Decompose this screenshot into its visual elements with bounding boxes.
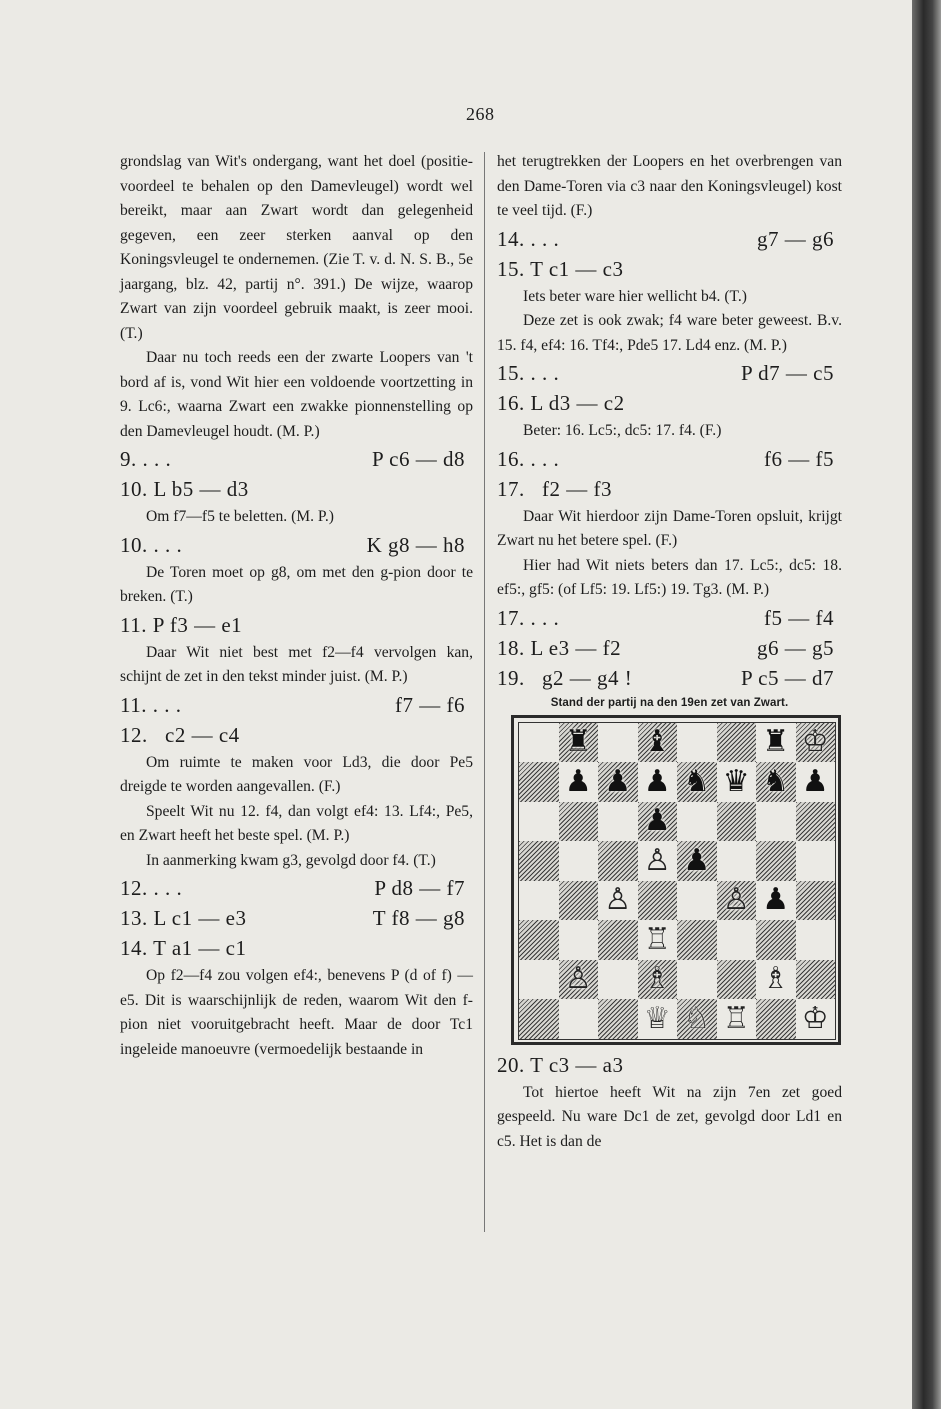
board-square <box>717 723 757 763</box>
white-move: 12. c2 — c4 <box>120 722 240 747</box>
board-square <box>677 723 717 763</box>
white-move: 12. . . . <box>120 876 183 900</box>
board-square <box>717 841 757 881</box>
board-square <box>559 723 599 763</box>
board-square <box>717 920 757 960</box>
move-line <box>120 611 473 640</box>
board-square <box>598 999 638 1039</box>
board-square <box>598 960 638 1000</box>
black-move: T f8 — g8 <box>372 906 465 930</box>
white-move: 16. . . . <box>497 446 560 471</box>
move-line <box>120 721 473 750</box>
paragraph: Op f2—f4 zou volgen ef4:, benevens P (d of f) — e5. Dit is waarschijnlijk de reden, waarom Wit den f-pion niet vooruitgebracht heeft. Maar de door Tc1 ingeleide manoeuvre (vermoedelijk bestaande in <box>120 967 473 1058</box>
paragraph: Iets beter ware hier wellicht b4. (T.) <box>523 287 747 305</box>
black-rook-icon: ♜ <box>762 724 790 760</box>
board-square <box>559 802 599 842</box>
paragraph: Speelt Wit nu 12. f4, dan volgt ef4: 13. Lf4:, Pe5, en Zwart heeft het beste spel. (M. P.) <box>120 802 473 844</box>
paragraph: Daar Wit hierdoor zijn Dame-Toren opsluit, krijgt Zwart nu het betere spel. (F.) <box>497 507 842 549</box>
left-column <box>120 150 473 1062</box>
move-line <box>497 255 842 284</box>
paragraph: Daar Wit niet best met f2—f4 vervolgen kan, schijnt de zet in den tekst minder juist. (M. P.) <box>120 643 473 685</box>
move-line <box>120 691 473 720</box>
black-pawn-icon: ♟ <box>604 763 632 799</box>
paragraph: Om ruimte te maken voor Ld3, die door Pe5 dreigde te worden aangevallen. (F.) <box>120 753 473 795</box>
board-square <box>638 802 678 842</box>
board-square <box>717 762 757 802</box>
board-square <box>519 841 559 881</box>
board-square <box>519 802 559 842</box>
board-square <box>638 920 678 960</box>
move-line <box>120 904 473 933</box>
white-rook-icon: ♖ <box>722 1000 750 1036</box>
black-knight-icon: ♞ <box>683 763 711 799</box>
white-move: 14. T a1 — c1 <box>120 936 247 960</box>
black-move: P c5 — d7 <box>741 665 834 690</box>
board-square <box>796 960 836 1000</box>
white-move: 17. . . . <box>497 605 560 630</box>
move-line <box>120 874 473 903</box>
black-move: P d7 — c5 <box>741 361 834 385</box>
paragraph: Tot hiertoe heeft Wit na zijn 7en zet goed gespeeld. Nu ware Dc1 de zet, gevolgd door Ld1 en c5. Het is dan de <box>497 1083 842 1150</box>
white-bishop-icon: ♗ <box>762 961 790 997</box>
white-move: 14. . . . <box>497 226 560 251</box>
board-square <box>677 762 717 802</box>
board-square <box>519 960 559 1000</box>
move-line <box>497 634 842 663</box>
move-line <box>497 445 842 474</box>
board-square <box>519 881 559 921</box>
board-square <box>519 762 559 802</box>
white-move: 18. L e3 — f2 <box>497 635 622 660</box>
paragraph: In aanmerking kwam g3, gevolgd door f4. (T.) <box>146 851 436 869</box>
board-square <box>638 960 678 1000</box>
board-square <box>796 999 836 1039</box>
board-square <box>638 841 678 881</box>
paragraph: grondslag van Wit's ondergang, want het doel (positie-voordeel te behalen op den Damevleugel) wordt wel bereikt, maar aan Zwart wordt dan gelegenheid gegeven, een zeer sterken aanval op den Koningsvleugel te ondernemen. (Zie T. v. d. N. S. B., 5e jaargang, blz. 42, partij n°. 391.) De wijze, waarop Zwart van zijn voordeel gebruik maakt, is zeer mooi. (T.) <box>120 153 473 342</box>
black-move: f5 — f4 <box>764 605 834 630</box>
paragraph: Daar nu toch reeds een der zwarte Loopers van 't bord af is, vond Wit hier een voldoende voortzetting in 9. Lc6:, waarna Zwart een zwakke pionnenstelling op den Damevleugel houdt. (M. P.) <box>120 349 473 440</box>
board-square <box>598 841 638 881</box>
board-square <box>559 881 599 921</box>
white-move: 19. g2 — g4 ! <box>497 665 633 690</box>
board-square <box>519 920 559 960</box>
black-pawn-icon: ♟ <box>643 803 671 839</box>
board-square <box>677 802 717 842</box>
diagram-caption: Stand der partij na den 19en zet van Zwart. <box>550 696 789 709</box>
board-square <box>559 999 599 1039</box>
right-column <box>497 150 842 1154</box>
paragraph: De Toren moet op g8, om met den g-pion door te breken. (T.) <box>120 563 473 605</box>
board-square <box>796 723 836 763</box>
board-square <box>559 762 599 802</box>
board-square <box>796 841 836 881</box>
black-pawn-icon: ♟ <box>762 882 790 918</box>
white-move: 11. P f3 — e1 <box>120 612 243 637</box>
board-square <box>598 881 638 921</box>
board-square <box>796 881 836 921</box>
white-move: 9. . . . <box>120 447 172 471</box>
board-square <box>677 920 717 960</box>
move-line <box>497 389 842 418</box>
white-move: 11. . . . <box>120 692 182 717</box>
black-move: f7 — f6 <box>395 692 465 717</box>
black-move: g7 — g6 <box>757 226 834 251</box>
board-square <box>598 802 638 842</box>
white-pawn-icon: ♙ <box>722 882 750 918</box>
black-knight-icon: ♞ <box>762 763 790 799</box>
page-number: 268 <box>466 104 495 124</box>
board-square <box>559 960 599 1000</box>
paragraph: het terugtrekken der Loopers en het overbrengen van den Dame-Toren via c3 naar den Koningsvleugel) kost te veel tijd. (F.) <box>497 153 842 219</box>
board-square <box>638 999 678 1039</box>
black-queen-icon: ♛ <box>722 763 750 799</box>
white-pawn-icon: ♙ <box>643 842 671 878</box>
black-move: g6 — g5 <box>757 635 834 660</box>
white-move: 15. T c1 — c3 <box>497 256 624 281</box>
black-pawn-icon: ♟ <box>564 763 592 799</box>
white-move: 10. . . . <box>120 532 183 557</box>
white-bishop-icon: ♗ <box>643 961 671 997</box>
black-bishop-icon: ♝ <box>643 724 671 760</box>
board-square <box>717 999 757 1039</box>
board-square <box>598 762 638 802</box>
white-move: 17. f2 — f3 <box>497 476 612 501</box>
white-king-icon: ♔ <box>801 1000 829 1036</box>
board-square <box>519 999 559 1039</box>
book-spine-edge <box>912 0 941 1409</box>
board-square <box>796 762 836 802</box>
move-line <box>497 604 842 633</box>
black-pawn-icon: ♟ <box>683 842 711 878</box>
board-square <box>756 881 796 921</box>
board-square <box>638 762 678 802</box>
board-square <box>677 881 717 921</box>
chess-diagram <box>511 715 841 1045</box>
board-square <box>677 960 717 1000</box>
paragraph: Om f7—f5 te beletten. (M. P.) <box>146 508 334 525</box>
white-move: 20. T c3 — a3 <box>497 1052 624 1077</box>
move-line <box>497 359 842 388</box>
column-divider <box>484 152 485 1232</box>
board-square <box>756 723 796 763</box>
move-line <box>497 664 842 693</box>
board-square <box>598 920 638 960</box>
board-square <box>756 841 796 881</box>
move-line <box>120 475 473 504</box>
chess-board-grid <box>518 722 836 1040</box>
move-line <box>497 475 842 504</box>
white-knight-icon: ♘ <box>683 1000 711 1036</box>
board-square <box>756 960 796 1000</box>
white-move: 15. . . . <box>497 361 560 385</box>
board-square <box>717 881 757 921</box>
move-line <box>120 531 473 560</box>
board-square <box>638 881 678 921</box>
black-move: P c6 — d8 <box>372 447 465 471</box>
board-square <box>756 802 796 842</box>
black-rook-icon: ♜ <box>564 724 592 760</box>
board-square <box>638 723 678 763</box>
board-square <box>677 999 717 1039</box>
board-square <box>559 841 599 881</box>
board-square <box>717 960 757 1000</box>
white-move: 13. L c1 — e3 <box>120 906 247 930</box>
white-pawn-icon: ♙ <box>564 961 592 997</box>
board-square <box>717 802 757 842</box>
board-square <box>598 723 638 763</box>
black-pawn-icon: ♟ <box>801 763 829 799</box>
move-line <box>497 1051 842 1080</box>
white-move: 10. L b5 — d3 <box>120 477 249 501</box>
black-move: f6 — f5 <box>764 446 834 471</box>
move-line <box>120 934 473 963</box>
board-square <box>677 841 717 881</box>
board-square <box>756 999 796 1039</box>
white-pawn-icon: ♙ <box>604 882 632 918</box>
paragraph: Hier had Wit niets beters dan 17. Lc5:, dc5: 18. ef5:, gf5: (of Lf5: 19. Lf5:) 19. Tg3. (M. P.) <box>497 556 842 598</box>
board-square <box>796 802 836 842</box>
board-square <box>796 920 836 960</box>
white-king-icon: ♔ <box>801 724 829 760</box>
board-square <box>559 920 599 960</box>
paragraph: Beter: 16. Lc5:, dc5: 17. f4. (F.) <box>523 422 722 439</box>
white-queen-icon: ♕ <box>643 1000 671 1036</box>
paragraph: Deze zet is ook zwak; f4 ware beter geweest. B.v. 15. f4, ef4: 16. Tf4:, Pde5 17. Ld4 enz. (M. P.) <box>497 312 842 354</box>
black-move: P d8 — f7 <box>374 876 465 900</box>
white-move: 16. L d3 — c2 <box>497 391 625 415</box>
board-square <box>519 723 559 763</box>
black-pawn-icon: ♟ <box>643 763 671 799</box>
board-square <box>756 920 796 960</box>
move-line <box>497 225 842 254</box>
move-line <box>120 445 473 474</box>
white-rook-icon: ♖ <box>643 921 671 957</box>
board-square <box>756 762 796 802</box>
black-move: K g8 — h8 <box>366 532 465 557</box>
